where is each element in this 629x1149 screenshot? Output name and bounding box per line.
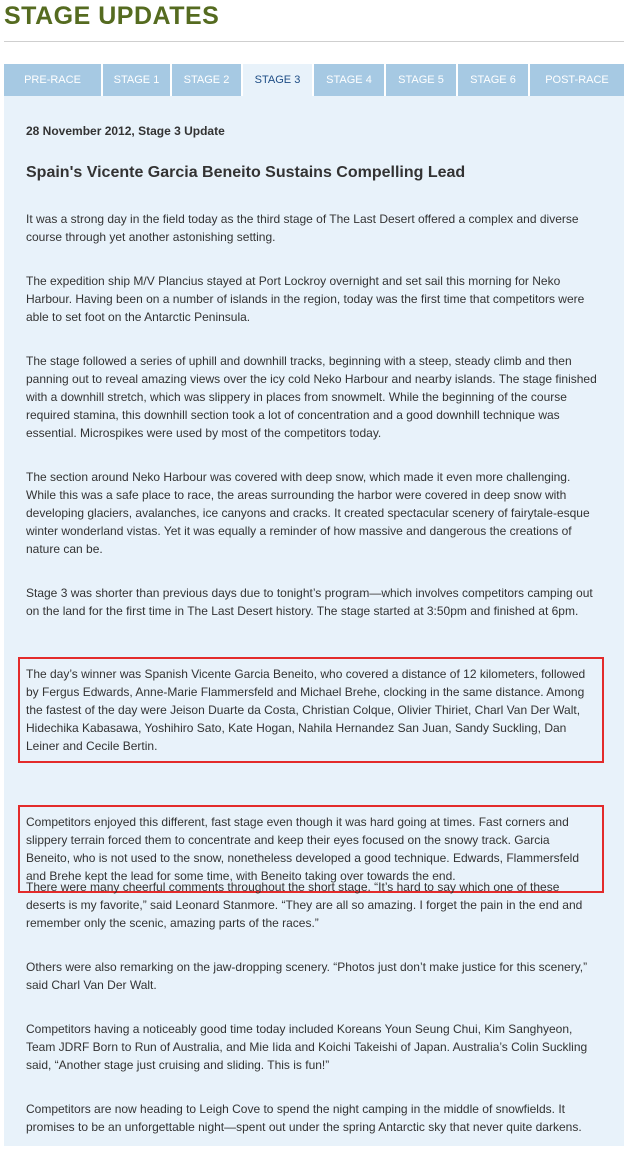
article-paragraph: There were many cheerful comments throughout the short stage. “It’s hard to say which one of these deserts is my favorite,” said Leonard Stanmore. “They are all so amazing. I forget the pain in the end and remember only the scenic, amazing parts of the races.” bbox=[26, 880, 583, 930]
tab-stage-2[interactable]: STAGE 2 bbox=[172, 64, 241, 96]
highlighted-results-paragraph: The day’s winner was Spanish Vicente Garcia Beneito, who covered a distance of 12 kilometers, followed by Fergus Edwards, Anne-Marie Flammersfeld and Michael Brehe, clocking in the same distance. Among the fastest of the day were Jeison Duarte da Costa, Christian Colque, Olivier Thiriet, Charl Van Der Walt, Hidechika Kabasawa, Yoshihiro Sato, Kate Hogan, Nahila Hernandez San Juan, Sandy Suckling, Dan Leiner and Cecile Bertin. bbox=[18, 657, 604, 763]
tab-stage-3[interactable]: STAGE 3 bbox=[243, 64, 312, 97]
article-paragraph: Competitors having a noticeably good time today included Koreans Youn Seung Chui, Kim Sanghyeon, Team JDRF Born to Run of Australia, and Mie Iida and Koichi Takeishi of Japan. Australia’s Colin Suckling said, “Another stage just cruising and sliding. This is fun!” bbox=[26, 1022, 588, 1072]
highlighted-conditions-paragraph: Competitors enjoyed this different, fast stage even though it was hard going at times. Fast corners and slippery terrain forced them to concentrate and keep their eyes focused on the snowy track. Garcia Beneito, who is not used to the snow, nonetheless developed a good technique. Edwards, Flammersfeld and Brehe kept the lead for some time, with Beneito taking over towards the end. bbox=[18, 805, 604, 893]
title-divider bbox=[4, 41, 624, 42]
tab-stage-5[interactable]: STAGE 5 bbox=[386, 64, 456, 96]
tab-pre-race[interactable]: PRE-RACE bbox=[4, 64, 101, 96]
tab-stage-1[interactable]: STAGE 1 bbox=[103, 64, 170, 96]
article-paragraph: Others were also remarking on the jaw-dropping scenery. “Photos just don’t make justice for this scenery,” said Charl Van Der Walt. bbox=[26, 960, 588, 992]
stage-tabs bbox=[4, 64, 624, 96]
article-paragraph: Competitors are now heading to Leigh Cove to spend the night camping in the middle of snowfields. It promises to be an unforgettable night—spent out under the spring Antarctic sky that never quite darkens. bbox=[26, 1102, 582, 1134]
page-title: STAGE UPDATES bbox=[4, 2, 220, 30]
article-paragraph: It was a strong day in the field today as the third stage of The Last Desert offered a complex and diverse course through yet another astonishing setting. bbox=[26, 212, 579, 244]
tab-stage-6[interactable]: STAGE 6 bbox=[458, 64, 528, 96]
tab-post-race[interactable]: POST-RACE bbox=[530, 64, 624, 96]
tab-stage-4[interactable]: STAGE 4 bbox=[314, 64, 384, 96]
article-paragraph: Stage 3 was shorter than previous days due to tonight’s program—which involves competitors camping out on the land for the first time in The Last Desert history. The stage started at 3:50pm and finished at 6pm. bbox=[26, 586, 593, 618]
article-paragraph: The section around Neko Harbour was covered with deep snow, which made it even more challenging. While this was a safe place to race, the areas surrounding the harbor were covered in deep snow with developing glaciers, avalanches, ice canyons and cracks. It created spectacular scenery of fairytale-esque winter wonderland vistas. Yet it was equally a reminder of how massive and dangerous the creations of nature can be. bbox=[26, 470, 590, 556]
article-paragraph: The expedition ship M/V Plancius stayed at Port Lockroy overnight and set sail this morning for Neko Harbour. Having been on a number of islands in the region, today was the first time that competitors were able to set foot on the Antarctic Peninsula. bbox=[26, 274, 585, 324]
article-paragraph: The stage followed a series of uphill and downhill tracks, beginning with a steep, steady climb and then panning out to reveal amazing views over the icy cold Neko Harbour and nearby islands. The stage finished with a downhill stretch, which was slippery in places from snowmelt. While the beginning of the course required stamina, this downhill section took a lot of concentration and a good downhill technique was essential. Microspikes were used by most of the competitors today. bbox=[26, 354, 597, 440]
article-headline: Spain's Vicente Garcia Beneito Sustains Compelling Lead bbox=[26, 164, 466, 181]
update-date: 28 November 2012, Stage 3 Update bbox=[26, 124, 225, 138]
stage-update-panel bbox=[4, 96, 624, 1146]
